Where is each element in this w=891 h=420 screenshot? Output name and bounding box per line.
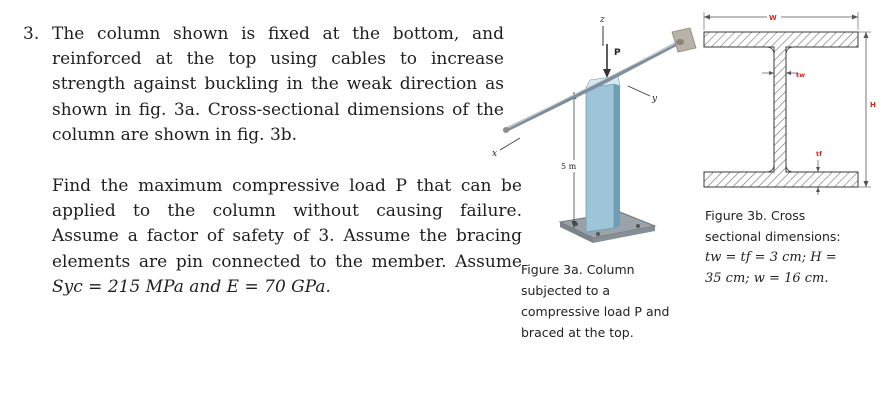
load-p-label: P <box>614 48 621 58</box>
width-arrow-left <box>704 15 710 20</box>
base-bolt <box>636 224 640 228</box>
problem-number: 3. <box>23 24 40 44</box>
i-beam-fillet-top-right <box>786 47 794 55</box>
y-axis-label: y <box>652 94 658 104</box>
base-bolt <box>596 232 600 236</box>
height-arrow-bottom <box>864 181 869 187</box>
figure-3a-illustration <box>490 0 690 260</box>
x-axis <box>500 138 520 150</box>
problem-paragraph-2-text: Find the maximum compressive load P that can be applied to the column without causing failure. Assume a factor of safety of 3. Assume the bracing elements are pin connected to the member. Assume <box>52 176 522 272</box>
length-label: 5 m <box>561 162 577 171</box>
tw-arrow-left <box>769 71 774 75</box>
right-anchor-pin <box>676 39 684 45</box>
figure-3b-caption-line: Figure 3b. Cross <box>705 208 806 223</box>
i-beam-section <box>704 32 858 187</box>
height-arrow-top <box>864 32 869 38</box>
z-axis-label: z <box>600 15 605 25</box>
tw-label: tw <box>796 71 806 79</box>
i-beam-fillet-bottom-right <box>786 164 794 172</box>
column-flange-front-edge <box>614 84 620 228</box>
x-axis-label: x <box>492 149 498 159</box>
figure-3a-caption-line: compressive load P and <box>521 304 670 319</box>
y-axis <box>628 86 650 96</box>
figure-3a-caption-line: braced at the top. <box>521 325 634 340</box>
i-beam-fillet-top-left <box>766 47 774 55</box>
i-beam-fillet-bottom-left <box>766 164 774 172</box>
tf-arrow-bottom <box>816 187 820 192</box>
left-anchor <box>503 127 509 133</box>
tf-arrow-top <box>816 167 820 172</box>
height-label: H <box>870 101 876 109</box>
figure-3b-caption <box>705 205 865 289</box>
tf-label: tf <box>816 150 822 158</box>
tw-arrow-right <box>786 71 791 75</box>
figure-3a-caption-line: subjected to a <box>521 283 611 298</box>
figure-3b-dimensions-line: 35 cm; w = 16 cm. <box>705 271 829 286</box>
figure-3b-cross-section <box>690 0 890 200</box>
bracing-cable-right <box>600 42 680 84</box>
problem-paragraph-2-math: Syc = 215 MPa and E = 70 GPa. <box>52 276 331 297</box>
figure-3a-caption <box>521 259 691 343</box>
problem-paragraph-2 <box>52 174 522 300</box>
width-arrow-right <box>852 15 858 20</box>
figure-3b-caption-line: sectional dimensions: <box>705 229 841 244</box>
figure-3b-dimensions-line: tw = tf = 3 cm; H = <box>705 250 837 265</box>
width-label: W <box>769 14 777 22</box>
figure-3a-caption-line: Figure 3a. Column <box>521 262 635 277</box>
column-flange-front <box>586 84 614 232</box>
problem-paragraph-1: The column shown is fixed at the bottom, and reinforced at the top using cables to increase strength against buckling in the weak direction as shown in fig. 3a. Cross-sectional dimensions of the column are shown in fig. 3b. <box>52 24 504 145</box>
